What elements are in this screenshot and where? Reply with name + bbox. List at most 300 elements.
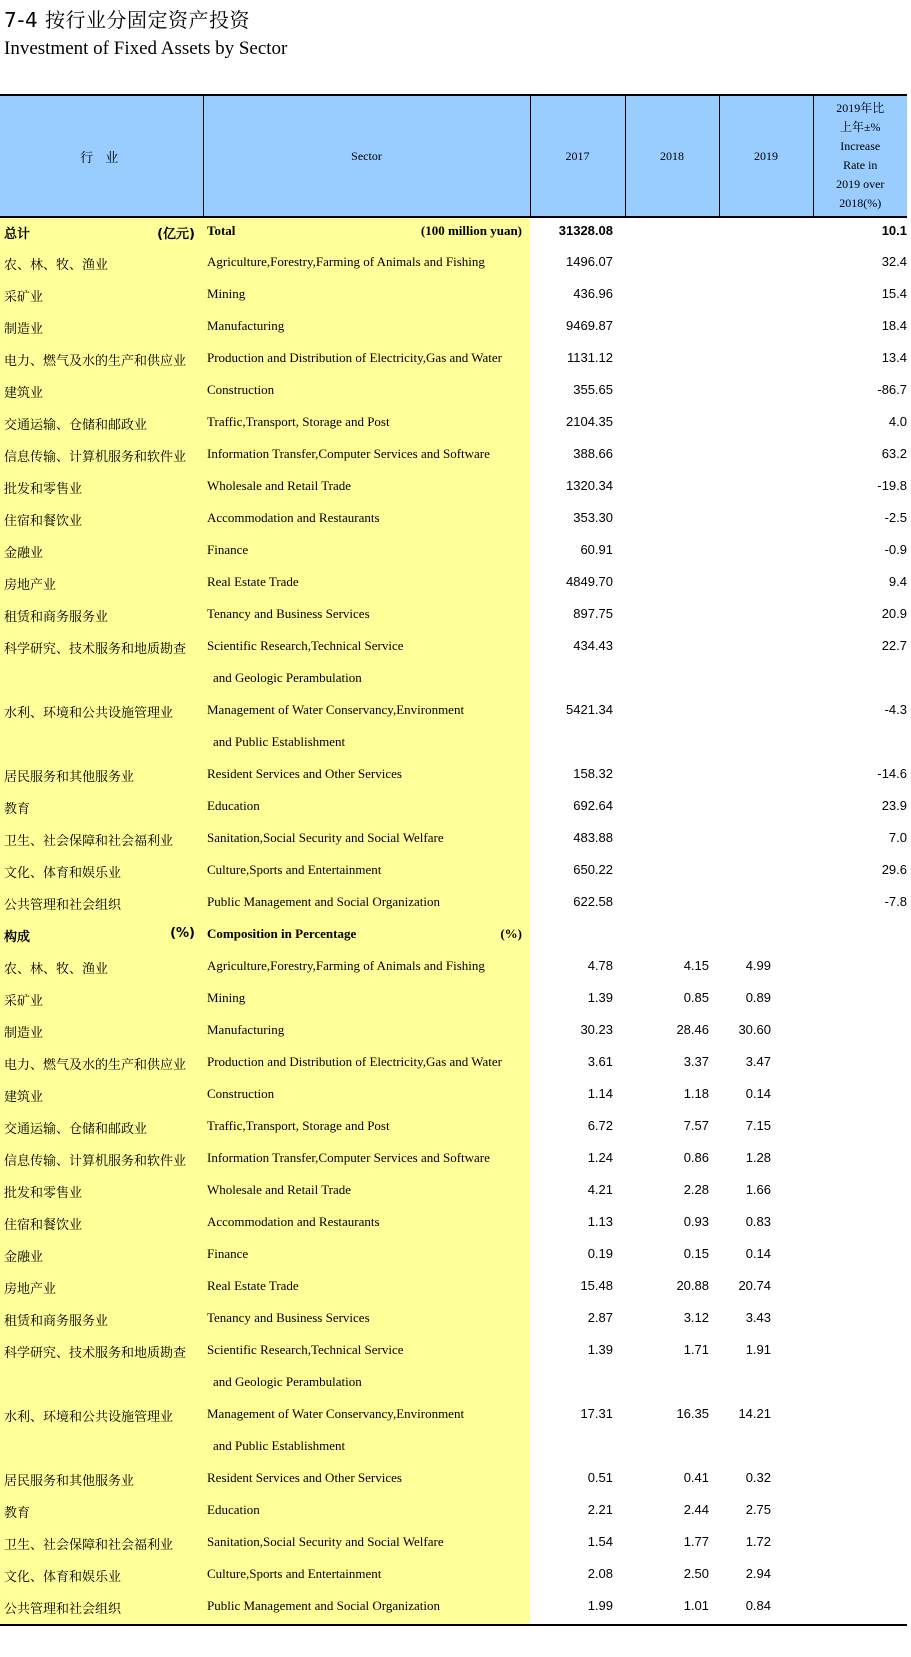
composition-row — [0, 1497, 907, 1529]
total-2018 — [625, 217, 719, 249]
value-2019 — [719, 633, 813, 665]
header-2018: 2018 — [625, 95, 719, 217]
investment-row — [0, 473, 907, 505]
value-growth-rate: 9.4 — [888, 574, 907, 589]
value-2019: 0.32 — [745, 1470, 771, 1485]
value-2019 — [719, 601, 813, 633]
composition-row — [0, 1145, 907, 1177]
value-2018: 1.77 — [683, 1534, 709, 1549]
value-growth-rate — [813, 1465, 907, 1497]
sector-name-cn: 水利、环境和公共设施管理业 — [0, 697, 203, 729]
value-2019: 20.74 — [738, 1278, 771, 1293]
composition-row — [0, 1401, 907, 1433]
empty-cell — [625, 665, 719, 697]
value-growth-rate: -2.5 — [884, 510, 907, 525]
value-2018 — [625, 857, 719, 889]
sector-name-en: Resident Services and Other Services — [203, 761, 530, 793]
value-2017: 436.96 — [573, 286, 613, 301]
value-2017: 2.08 — [587, 1566, 613, 1581]
value-2018: 0.85 — [683, 990, 709, 1005]
sector-name-en: Traffic,Transport, Storage and Post — [203, 409, 530, 441]
value-2017: 1.39 — [587, 1342, 613, 1357]
value-2018 — [625, 473, 719, 505]
value-2017: 650.22 — [573, 862, 613, 877]
composition-header-row — [0, 921, 907, 953]
value-2019 — [719, 249, 813, 281]
value-2017: 1496.07 — [566, 254, 613, 269]
value-2018: 28.46 — [676, 1022, 709, 1037]
value-2019: 2.94 — [745, 1566, 771, 1581]
value-2019 — [719, 761, 813, 793]
value-growth-rate — [813, 1145, 907, 1177]
value-2019 — [719, 889, 813, 921]
value-2018 — [625, 761, 719, 793]
sector-name-cn-continuation — [0, 729, 203, 761]
sector-name-en: Education — [203, 793, 530, 825]
investment-row — [0, 505, 907, 537]
sector-name-cn: 科学研究、技术服务和地质勘查 — [0, 633, 203, 665]
value-2017: 15.48 — [580, 1278, 613, 1293]
value-growth-rate — [813, 1561, 907, 1593]
value-2017: 17.31 — [580, 1406, 613, 1421]
value-2019: 1.91 — [745, 1342, 771, 1357]
value-growth-rate — [813, 1209, 907, 1241]
value-growth-rate — [813, 1241, 907, 1273]
sector-name-cn: 信息传输、计算机服务和软件业 — [0, 441, 203, 473]
sector-name-cn: 农、林、牧、渔业 — [0, 953, 203, 985]
header-sector-en: Sector — [203, 95, 530, 217]
sector-name-cn: 房地产业 — [0, 1273, 203, 1305]
empty-cell — [530, 1369, 625, 1401]
sector-name-cn: 租赁和商务服务业 — [0, 601, 203, 633]
sector-name-en: Sanitation,Social Security and Social Welfare — [203, 1529, 530, 1561]
sector-name-cn: 文化、体育和娱乐业 — [0, 1561, 203, 1593]
value-growth-rate: 13.4 — [881, 350, 907, 365]
sector-name-cn: 交通运输、仓储和邮政业 — [0, 409, 203, 441]
investment-row — [0, 281, 907, 313]
value-2019: 1.72 — [745, 1534, 771, 1549]
value-2019: 14.21 — [738, 1406, 771, 1421]
investment-row — [0, 793, 907, 825]
value-2017: 1.99 — [530, 1593, 625, 1625]
value-growth-rate: 15.4 — [881, 286, 907, 301]
sector-name-en: Management of Water Conservancy,Environment — [203, 1401, 530, 1433]
value-2017: 622.58 — [573, 894, 613, 909]
empty-cell — [530, 665, 625, 697]
sector-name-en: Culture,Sports and Entertainment — [203, 857, 530, 889]
composition-row — [0, 1049, 907, 1081]
value-2018: 1.01 — [625, 1593, 719, 1625]
value-growth-rate — [813, 1049, 907, 1081]
value-2017: 2104.35 — [566, 414, 613, 429]
total-label-en: Total (100 million yuan) — [203, 217, 530, 249]
value-2019: 0.89 — [745, 990, 771, 1005]
value-growth-rate — [813, 1337, 907, 1369]
sector-name-en: Production and Distribution of Electricity,Gas and Water — [203, 345, 530, 377]
sector-name-cn: 电力、燃气及水的生产和供应业 — [0, 345, 203, 377]
sector-name-cn: 采矿业 — [0, 985, 203, 1017]
sector-name-en: Tenancy and Business Services — [203, 1305, 530, 1337]
investment-row-continuation — [0, 665, 907, 697]
composition-row — [0, 1593, 907, 1625]
value-2018 — [625, 537, 719, 569]
investment-row — [0, 697, 907, 729]
value-2018 — [625, 313, 719, 345]
value-2019: 0.83 — [745, 1214, 771, 1229]
composition-label-en: Composition in Percentage (%) — [203, 921, 530, 953]
investment-row — [0, 601, 907, 633]
total-2019 — [719, 217, 813, 249]
value-growth-rate: 20.9 — [881, 606, 907, 621]
value-2019: 1.66 — [745, 1182, 771, 1197]
value-growth-rate — [813, 985, 907, 1017]
sector-name-cn: 采矿业 — [0, 281, 203, 313]
composition-row-continuation — [0, 1369, 907, 1401]
value-2019 — [719, 281, 813, 313]
value-2018 — [625, 825, 719, 857]
total-row — [0, 217, 907, 249]
header-2019: 2019 — [719, 95, 813, 217]
sector-name-cn: 信息传输、计算机服务和软件业 — [0, 1145, 203, 1177]
value-growth-rate: 32.4 — [881, 254, 907, 269]
value-2019: 7.15 — [745, 1118, 771, 1133]
sector-name-cn: 金融业 — [0, 1241, 203, 1273]
composition-label-cn: 构成 (%) — [0, 921, 203, 953]
composition-row — [0, 1561, 907, 1593]
value-2018 — [625, 377, 719, 409]
value-growth-rate: 4.0 — [888, 414, 907, 429]
sector-name-en: Real Estate Trade — [203, 569, 530, 601]
total-2017: 31328.08 — [558, 223, 613, 238]
composition-row-continuation — [0, 1433, 907, 1465]
value-2017: 388.66 — [573, 446, 613, 461]
sector-name-cn: 制造业 — [0, 1017, 203, 1049]
value-2018 — [625, 441, 719, 473]
value-2019: 4.99 — [745, 958, 771, 973]
value-2019 — [719, 313, 813, 345]
value-2019 — [719, 857, 813, 889]
value-2017: 353.30 — [573, 510, 613, 525]
value-growth-rate: 7.0 — [888, 830, 907, 845]
value-2017: 6.72 — [587, 1118, 613, 1133]
value-2017: 1.24 — [587, 1150, 613, 1165]
value-2017: 355.65 — [573, 382, 613, 397]
composition-row — [0, 1209, 907, 1241]
value-2018: 0.41 — [683, 1470, 709, 1485]
investment-row — [0, 825, 907, 857]
sector-name-en: Mining — [203, 281, 530, 313]
sector-name-cn: 住宿和餐饮业 — [0, 505, 203, 537]
sector-name-cn: 水利、环境和公共设施管理业 — [0, 1401, 203, 1433]
investment-row — [0, 441, 907, 473]
value-2017: 692.64 — [573, 798, 613, 813]
value-2019 — [719, 505, 813, 537]
sector-name-en: Construction — [203, 1081, 530, 1113]
sector-name-cn: 住宿和餐饮业 — [0, 1209, 203, 1241]
empty-cell — [530, 1433, 625, 1465]
value-2017: 1.54 — [587, 1534, 613, 1549]
sector-name-en: Traffic,Transport, Storage and Post — [203, 1113, 530, 1145]
sector-name-cn: 居民服务和其他服务业 — [0, 1465, 203, 1497]
page-title-en: Investment of Fixed Assets by Sector — [4, 38, 288, 59]
sector-name-cn: 批发和零售业 — [0, 473, 203, 505]
sector-name-en: Manufacturing — [203, 313, 530, 345]
sector-name-en-continuation: and Public Establishment — [203, 1433, 530, 1465]
sector-name-en-continuation: and Geologic Perambulation — [203, 1369, 530, 1401]
value-2018: 1.18 — [683, 1086, 709, 1101]
header-growth-rate: 2019年比 上年±% Increase Rate in 2019 over 2018(%) — [813, 95, 907, 217]
composition-row — [0, 1113, 907, 1145]
value-2019 — [719, 537, 813, 569]
value-2019: 30.60 — [738, 1022, 771, 1037]
sector-name-cn-continuation — [0, 1433, 203, 1465]
sector-name-en: Finance — [203, 537, 530, 569]
composition-row — [0, 985, 907, 1017]
composition-row — [0, 1305, 907, 1337]
value-2019 — [719, 345, 813, 377]
sector-name-en: Agriculture,Forestry,Farming of Animals and Fishing — [203, 249, 530, 281]
value-2017: 2.21 — [587, 1502, 613, 1517]
value-2018: 1.71 — [683, 1342, 709, 1357]
value-2018: 2.28 — [683, 1182, 709, 1197]
sector-name-en: Public Management and Social Organization — [203, 889, 530, 921]
empty-cell — [625, 729, 719, 761]
value-2017: 1131.12 — [566, 350, 613, 365]
value-2017: 1.39 — [587, 990, 613, 1005]
sector-name-cn-continuation — [0, 665, 203, 697]
value-growth-rate: -7.8 — [884, 894, 907, 909]
sector-name-cn: 制造业 — [0, 313, 203, 345]
investment-row — [0, 249, 907, 281]
value-2017: 30.23 — [580, 1022, 613, 1037]
value-2018: 4.15 — [683, 958, 709, 973]
value-growth-rate — [813, 1177, 907, 1209]
value-growth-rate: 23.9 — [881, 798, 907, 813]
value-growth-rate — [813, 1273, 907, 1305]
value-2018: 16.35 — [676, 1406, 709, 1421]
empty-cell — [813, 1433, 907, 1465]
investment-row — [0, 633, 907, 665]
value-2019 — [719, 569, 813, 601]
investment-row — [0, 345, 907, 377]
value-2017: 60.91 — [580, 542, 613, 557]
value-2019: 1.28 — [745, 1150, 771, 1165]
value-2019 — [719, 697, 813, 729]
value-2019 — [719, 409, 813, 441]
sector-name-cn: 房地产业 — [0, 569, 203, 601]
value-2019: 0.14 — [745, 1086, 771, 1101]
empty-cell — [813, 921, 907, 953]
sector-name-cn: 建筑业 — [0, 377, 203, 409]
value-2017: 4.21 — [587, 1182, 613, 1197]
page-title-cn: 7-4 按行业分固定资产投资 — [4, 8, 251, 32]
value-2017: 2.87 — [587, 1310, 613, 1325]
empty-cell — [719, 1369, 813, 1401]
value-2017: 5421.34 — [566, 702, 613, 717]
value-2018 — [625, 601, 719, 633]
value-2019 — [719, 377, 813, 409]
composition-row — [0, 1081, 907, 1113]
sector-name-en-continuation: and Geologic Perambulation — [203, 665, 530, 697]
value-2018 — [625, 793, 719, 825]
value-growth-rate: 22.7 — [881, 638, 907, 653]
sector-name-cn: 公共管理和社会组织 — [0, 889, 203, 921]
sector-name-en: Education — [203, 1497, 530, 1529]
investment-row — [0, 761, 907, 793]
sector-name-cn: 建筑业 — [0, 1081, 203, 1113]
empty-cell — [813, 665, 907, 697]
sector-name-en: Wholesale and Retail Trade — [203, 1177, 530, 1209]
value-2019 — [719, 825, 813, 857]
sector-name-en: Accommodation and Restaurants — [203, 1209, 530, 1241]
sector-name-en-continuation: and Public Establishment — [203, 729, 530, 761]
sector-name-cn: 卫生、社会保障和社会福利业 — [0, 1529, 203, 1561]
composition-row — [0, 1177, 907, 1209]
sector-name-en: Information Transfer,Computer Services and Software — [203, 1145, 530, 1177]
sector-name-en: Agriculture,Forestry,Farming of Animals and Fishing — [203, 953, 530, 985]
composition-row — [0, 1465, 907, 1497]
sector-name-cn: 教育 — [0, 793, 203, 825]
value-growth-rate: 29.6 — [881, 862, 907, 877]
sector-name-en: Scientific Research,Technical Service — [203, 1337, 530, 1369]
value-2018: 0.86 — [683, 1150, 709, 1165]
sector-name-cn-continuation — [0, 1369, 203, 1401]
sector-name-en: Information Transfer,Computer Services and Software — [203, 441, 530, 473]
header-sector-cn: 行 业 — [0, 95, 203, 217]
investment-row — [0, 377, 907, 409]
value-growth-rate — [813, 1529, 907, 1561]
sector-name-en: Accommodation and Restaurants — [203, 505, 530, 537]
sector-name-en: Wholesale and Retail Trade — [203, 473, 530, 505]
value-2019 — [719, 473, 813, 505]
value-2017: 9469.87 — [566, 318, 613, 333]
value-2017: 1320.34 — [566, 478, 613, 493]
investment-row — [0, 409, 907, 441]
investment-row — [0, 857, 907, 889]
sector-name-cn: 文化、体育和娱乐业 — [0, 857, 203, 889]
value-2018 — [625, 249, 719, 281]
value-2018: 0.93 — [683, 1214, 709, 1229]
empty-cell — [813, 729, 907, 761]
composition-row — [0, 1273, 907, 1305]
value-2017: 483.88 — [573, 830, 613, 845]
investment-row — [0, 569, 907, 601]
sector-name-en: Real Estate Trade — [203, 1273, 530, 1305]
investment-row — [0, 537, 907, 569]
sector-name-cn: 卫生、社会保障和社会福利业 — [0, 825, 203, 857]
value-2017: 4.78 — [587, 958, 613, 973]
value-growth-rate — [813, 1593, 907, 1625]
empty-cell — [719, 665, 813, 697]
value-2018 — [625, 633, 719, 665]
table-header — [0, 95, 907, 217]
empty-cell — [625, 1433, 719, 1465]
value-2017: 434.43 — [573, 638, 613, 653]
value-2017: 1.13 — [587, 1214, 613, 1229]
value-2019: 3.47 — [745, 1054, 771, 1069]
value-2019: 0.14 — [745, 1246, 771, 1261]
value-growth-rate — [813, 1017, 907, 1049]
investment-row — [0, 313, 907, 345]
sector-name-cn: 交通运输、仓储和邮政业 — [0, 1113, 203, 1145]
sector-name-en: Mining — [203, 985, 530, 1017]
total-rate: 10.1 — [881, 223, 907, 238]
value-growth-rate: -0.9 — [884, 542, 907, 557]
value-growth-rate: 63.2 — [881, 446, 907, 461]
value-growth-rate — [813, 1081, 907, 1113]
sector-name-cn: 电力、燃气及水的生产和供应业 — [0, 1049, 203, 1081]
empty-cell — [530, 921, 625, 953]
header-2017: 2017 — [530, 95, 625, 217]
value-2017: 3.61 — [587, 1054, 613, 1069]
value-2019: 0.84 — [719, 1593, 813, 1625]
value-growth-rate — [813, 1305, 907, 1337]
empty-cell — [530, 729, 625, 761]
sector-name-en: Construction — [203, 377, 530, 409]
value-2017: 897.75 — [573, 606, 613, 621]
value-2018: 7.57 — [683, 1118, 709, 1133]
value-2018 — [625, 345, 719, 377]
value-2018 — [625, 505, 719, 537]
sector-name-cn: 金融业 — [0, 537, 203, 569]
sector-name-cn: 农、林、牧、渔业 — [0, 249, 203, 281]
sector-name-cn: 批发和零售业 — [0, 1177, 203, 1209]
sector-name-en: Culture,Sports and Entertainment — [203, 1561, 530, 1593]
value-2018 — [625, 889, 719, 921]
empty-cell — [625, 921, 719, 953]
value-2017: 1.14 — [587, 1086, 613, 1101]
value-growth-rate — [813, 1113, 907, 1145]
composition-row — [0, 1529, 907, 1561]
value-growth-rate: -14.6 — [877, 766, 907, 781]
composition-row — [0, 1241, 907, 1273]
empty-cell — [813, 1369, 907, 1401]
value-2017: 0.19 — [587, 1246, 613, 1261]
value-2018: 0.15 — [683, 1246, 709, 1261]
sector-name-en: Production and Distribution of Electricity,Gas and Water — [203, 1049, 530, 1081]
investment-row — [0, 889, 907, 921]
value-2019 — [719, 793, 813, 825]
value-growth-rate: 18.4 — [881, 318, 907, 333]
empty-cell — [719, 921, 813, 953]
total-label-cn: 总计 (亿元) — [0, 217, 203, 249]
value-2018: 3.37 — [683, 1054, 709, 1069]
investment-row-continuation — [0, 729, 907, 761]
value-2018: 20.88 — [676, 1278, 709, 1293]
value-growth-rate: -86.7 — [877, 382, 907, 397]
sector-name-en: Resident Services and Other Services — [203, 1465, 530, 1497]
value-2019: 3.43 — [745, 1310, 771, 1325]
empty-cell — [719, 1433, 813, 1465]
sector-name-en: Management of Water Conservancy,Environment — [203, 697, 530, 729]
sector-name-en: Sanitation,Social Security and Social Welfare — [203, 825, 530, 857]
sector-name-en: Finance — [203, 1241, 530, 1273]
value-2018: 3.12 — [683, 1310, 709, 1325]
value-2018: 2.44 — [683, 1502, 709, 1517]
sector-name-cn: 教育 — [0, 1497, 203, 1529]
value-2017: 158.32 — [573, 766, 613, 781]
value-growth-rate — [813, 1497, 907, 1529]
sector-name-cn: 公共管理和社会组织 — [0, 1593, 203, 1625]
sector-name-cn: 租赁和商务服务业 — [0, 1305, 203, 1337]
composition-row — [0, 1337, 907, 1369]
empty-cell — [719, 729, 813, 761]
value-2017: 0.51 — [587, 1470, 613, 1485]
sector-name-en: Scientific Research,Technical Service — [203, 633, 530, 665]
value-growth-rate: -19.8 — [877, 478, 907, 493]
composition-row — [0, 1017, 907, 1049]
value-2018 — [625, 697, 719, 729]
